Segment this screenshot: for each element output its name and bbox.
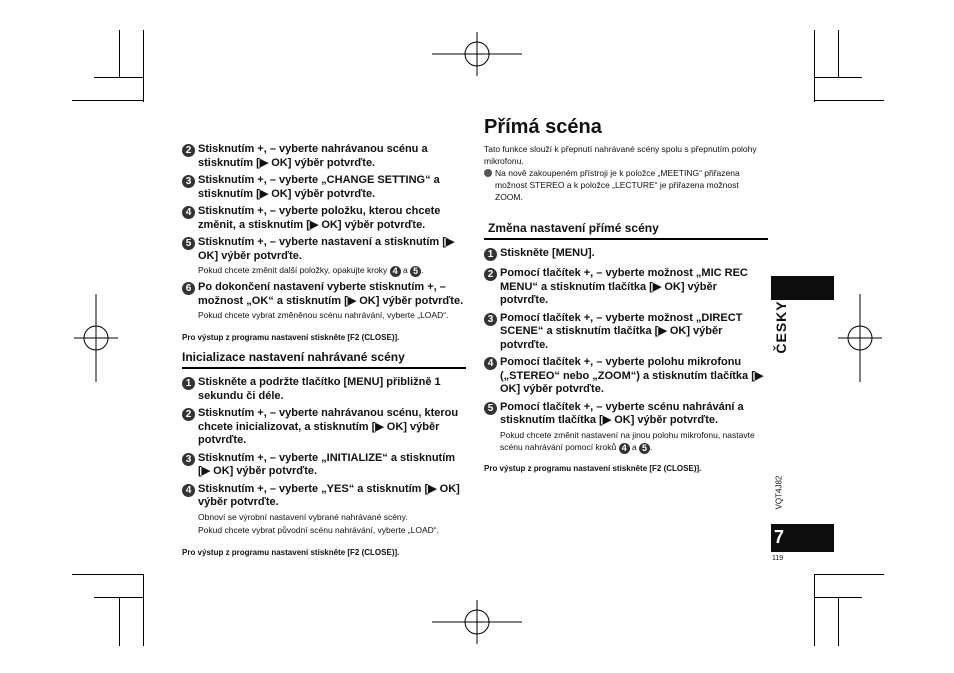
section-heading: Inicializace nastavení nahrávané scény xyxy=(182,350,466,369)
step-4 xyxy=(484,356,768,397)
step-text: Stisknutím +, – vyberte položku, kterou chcete změnit, a stisknutím [▶ OK] výběr potvrďte. xyxy=(198,205,441,231)
step-3 xyxy=(182,452,466,479)
step-number: 2 xyxy=(182,408,195,421)
doc-code: VQT4J82 xyxy=(774,475,784,510)
step-number: 3 xyxy=(484,313,497,326)
step-text: Pomocí tlačítek +, – vyberte scénu nahrávání a stisknutím tlačítka [▶ OK] výběr potvrďte. xyxy=(500,400,744,426)
step-list-bottom xyxy=(182,376,466,536)
step-1 xyxy=(182,376,466,403)
step-text: Pomocí tlačítek +, – vyberte polohu mikrofonu („STEREO“ nebo „ZOOM“) a stisknutím tlačítka [▶ OK] výběr potvrďte. xyxy=(500,356,764,395)
step-3 xyxy=(182,174,466,201)
step-5 xyxy=(182,236,466,277)
step-4 xyxy=(182,483,466,536)
step-ref: 5 xyxy=(639,443,650,454)
step-4 xyxy=(182,205,466,232)
page-tab xyxy=(771,524,834,552)
step-text: Stisknutím +, – vyberte nastavení a stisknutím [▶ OK] výběr potvrďte. xyxy=(198,236,455,262)
step-note: Obnoví se výrobní nastavení vybrané nahrávané scény. xyxy=(198,511,408,522)
step-number: 3 xyxy=(182,453,195,466)
bullet-icon xyxy=(484,169,492,177)
step-text: Stisknutím +, – vyberte nahrávanou scénu a stisknutím [▶ OK] výběr potvrďte. xyxy=(198,143,428,169)
section-heading: Změna nastavení přímé scény xyxy=(484,221,768,240)
step-ref: 4 xyxy=(619,443,630,454)
language-label-wrap xyxy=(770,300,792,360)
step-text: Stisknutím +, – vyberte nahrávanou scénu, kterou chcete inicializovat, a stisknutím [▶ OK] výběr potvrďte. xyxy=(198,407,459,446)
exit-instruction: Pro výstup z programu nastavení stiskněte [F2 (CLOSE)]. xyxy=(182,547,400,557)
left-column xyxy=(182,143,466,557)
step-2 xyxy=(484,267,768,308)
step-number: 4 xyxy=(182,484,195,497)
step-number: 6 xyxy=(182,282,195,295)
step-text: Stisknutím +, – vyberte „YES“ a stisknutím [▶ OK] výběr potvrďte. xyxy=(198,482,460,508)
step-5 xyxy=(484,401,768,454)
step-number: 5 xyxy=(182,237,195,250)
language-label: ČESKY xyxy=(773,300,789,354)
step-note: Pokud chcete změnit další položky, opakujte kroky 4 a 5 . xyxy=(198,265,424,276)
step-6 xyxy=(182,281,466,321)
step-number: 2 xyxy=(484,268,497,281)
step-list xyxy=(484,247,768,454)
step-note: Pokud chcete změnit nastavení na jinou polohu mikrofonu, nastavte scénu nahrávání pomocí kroků 4 a 5 . xyxy=(500,429,755,453)
step-3 xyxy=(484,312,768,353)
step-1 xyxy=(484,247,768,261)
page-number: 119 xyxy=(772,555,784,562)
step-2 xyxy=(182,407,466,448)
step-number: 4 xyxy=(182,206,195,219)
intro-text: Tato funkce slouží k přepnutí nahrávané scény spolu s přepnutím polohy mikrofonu. xyxy=(484,144,757,166)
step-number: 5 xyxy=(484,402,497,415)
right-column xyxy=(484,116,768,473)
step-text: Stisknutím +, – vyberte „INITIALIZE“ a stisknutím [▶ OK] výběr potvrďte. xyxy=(198,451,456,477)
step-number: 2 xyxy=(182,144,195,157)
step-note: Pokud chcete vybrat původní scénu nahrávání, vyberte „LOAD“. xyxy=(198,524,439,535)
page-tab-number: 7 xyxy=(774,527,785,547)
page-title: Přímá scéna xyxy=(484,116,602,138)
step-text: Pomocí tlačítek +, – vyberte možnost „MIC REC MENU“ a stisknutím tlačítka [▶ OK] výběr potvrďte. xyxy=(500,267,748,306)
step-number: 4 xyxy=(484,357,497,370)
step-text: Po dokončení nastavení vyberte stisknutím +, – možnost „OK“ a stisknutím [▶ OK] výběr potvrďte. xyxy=(198,281,464,307)
exit-instruction: Pro výstup z programu nastavení stiskněte [F2 (CLOSE)]. xyxy=(182,333,400,342)
step-list-top xyxy=(182,143,466,321)
doc-code-wrap xyxy=(764,470,794,520)
exit-instruction: Pro výstup z programu nastavení stiskněte [F2 (CLOSE)]. xyxy=(484,463,702,473)
step-text: Stiskněte [MENU]. xyxy=(500,247,595,259)
step-text: Stiskněte a podržte tlačítko [MENU] přibližně 1 sekundu či déle. xyxy=(198,376,441,402)
step-ref: 5 xyxy=(410,266,421,277)
step-ref: 4 xyxy=(390,266,401,277)
step-number: 3 xyxy=(182,175,195,188)
step-number: 1 xyxy=(484,248,497,261)
step-number: 1 xyxy=(182,377,195,390)
step-2 xyxy=(182,143,466,170)
step-text: Pomocí tlačítek +, – vyberte možnost „DIRECT SCENE“ a stisknutím tlačítka [▶ OK] výběr potvrďte. xyxy=(500,311,743,351)
bullet-text: Na nově zakoupeném přístroji je k položce „MEETING“ přiřazena možnost STEREO a k položce „LECTURE“ je přiřazena možnost ZOOM. xyxy=(495,168,740,202)
bullet-note xyxy=(484,167,768,203)
step-text: Stisknutím +, – vyberte „CHANGE SETTING“ a stisknutím [▶ OK] výběr potvrďte. xyxy=(198,174,440,200)
step-note: Pokud chcete vybrat změněnou scénu nahrávání, vyberte „LOAD“. xyxy=(198,310,449,320)
